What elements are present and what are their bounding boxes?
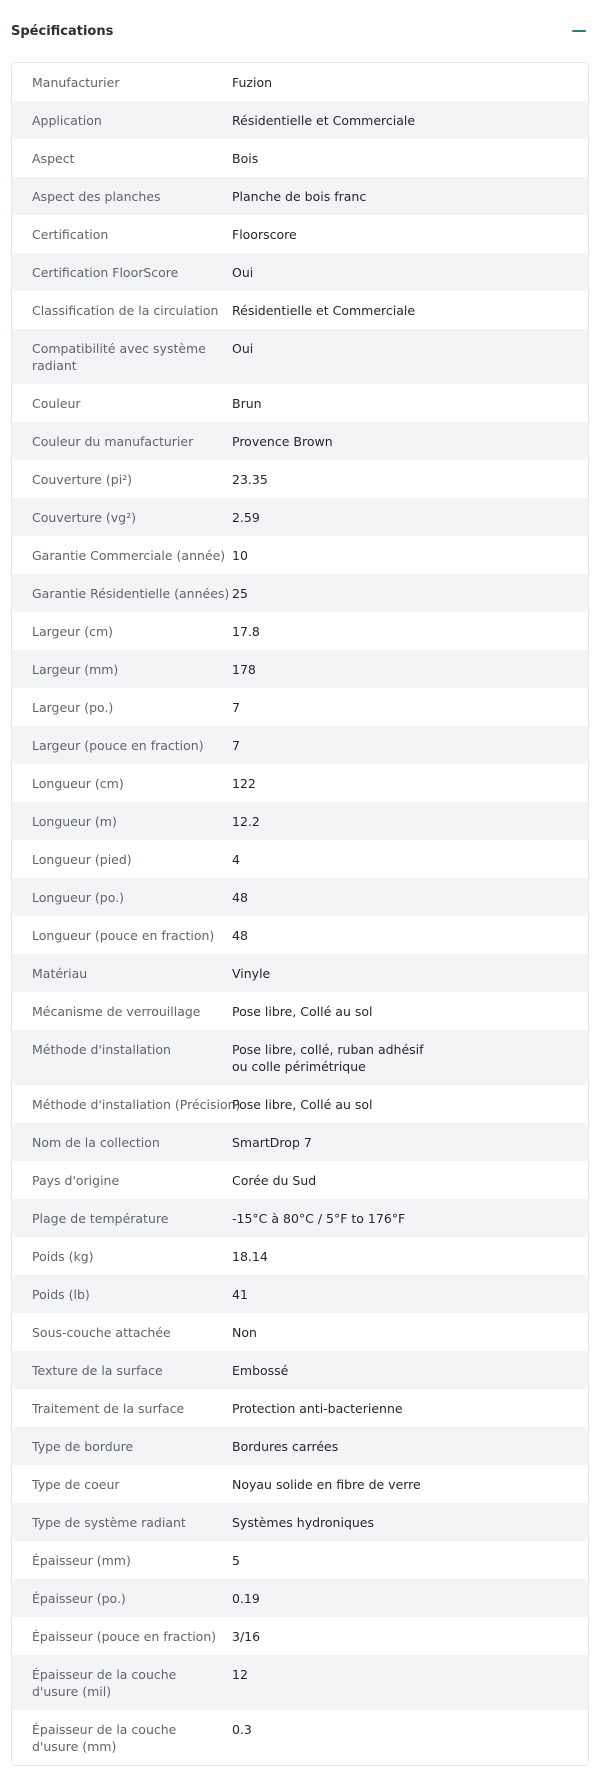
spec-value: Provence Brown	[232, 434, 333, 449]
spec-label: Méthode d'installation	[32, 1042, 171, 1057]
spec-value: Planche de bois franc	[232, 189, 367, 204]
spec-label: Aspect	[32, 151, 75, 166]
spec-row	[12, 384, 588, 422]
spec-label: Type de système radiant	[32, 1515, 186, 1530]
spec-row	[12, 498, 588, 536]
spec-value: Bois	[232, 151, 259, 166]
spec-row	[12, 916, 588, 954]
spec-value: Protection anti-bacterienne	[232, 1401, 403, 1416]
spec-label: Épaisseur (mm)	[32, 1553, 131, 1568]
spec-value: 18.14	[232, 1249, 268, 1264]
spec-row	[12, 1085, 588, 1123]
spec-value: 122	[232, 776, 256, 791]
spec-row	[12, 1161, 588, 1199]
spec-label: Classification de la circulation	[32, 303, 219, 318]
spec-value: SmartDrop 7	[232, 1135, 312, 1150]
specifications-header[interactable]	[0, 0, 600, 62]
spec-label: Largeur (pouce en fraction)	[32, 738, 204, 753]
spec-label: Aspect des planches	[32, 189, 161, 204]
spec-label: Couverture (pi²)	[32, 472, 133, 487]
spec-value: Résidentielle et Commerciale	[232, 113, 416, 128]
spec-row	[12, 1617, 588, 1655]
spec-row	[12, 574, 588, 612]
spec-value: 3/16	[232, 1629, 261, 1644]
spec-value: Noyau solide en fibre de verre	[232, 1477, 421, 1492]
spec-value: 0.3	[232, 1722, 252, 1737]
spec-value: Brun	[232, 396, 262, 411]
spec-row	[12, 612, 588, 650]
spec-row	[12, 1351, 588, 1389]
spec-label: Matériau	[32, 966, 88, 981]
spec-label: Compatibilité avec système radiant	[32, 341, 206, 373]
spec-value: 2.59	[232, 510, 260, 525]
spec-row	[12, 536, 588, 574]
spec-value: Corée du Sud	[232, 1173, 317, 1188]
spec-label: Garantie Résidentielle (années)	[32, 586, 230, 601]
spec-row	[12, 1389, 588, 1427]
spec-value: -15°C à 80°C / 5°F to 176°F	[232, 1211, 406, 1226]
spec-row	[12, 1123, 588, 1161]
spec-row	[12, 1313, 588, 1351]
spec-row	[12, 460, 588, 498]
spec-label: Garantie Commerciale (année)	[32, 548, 226, 563]
spec-label: Longueur (po.)	[32, 890, 124, 905]
spec-row	[12, 802, 588, 840]
spec-value: 48	[232, 890, 248, 905]
spec-value: 17.8	[232, 624, 260, 639]
spec-label: Poids (kg)	[32, 1249, 94, 1264]
spec-label: Couleur du manufacturier	[32, 434, 194, 449]
spec-label: Plage de température	[32, 1211, 169, 1226]
spec-value: Pose libre, Collé au sol	[232, 1097, 373, 1112]
spec-row	[12, 1275, 588, 1313]
spec-value: 23.35	[232, 472, 268, 487]
spec-label: Couleur	[32, 396, 81, 411]
spec-label: Largeur (po.)	[32, 700, 114, 715]
spec-label: Sous-couche attachée	[32, 1325, 171, 1340]
spec-row	[12, 688, 588, 726]
spec-row	[12, 139, 588, 177]
spec-label: Manufacturier	[32, 75, 120, 90]
spec-label: Traitement de la surface	[32, 1401, 185, 1416]
specifications-table	[11, 62, 589, 1766]
spec-label: Épaisseur de la couche d'usure (mil)	[32, 1667, 177, 1699]
spec-value: Vinyle	[232, 966, 271, 981]
spec-value: Fuzion	[232, 75, 273, 90]
spec-row	[12, 954, 588, 992]
spec-value: 12.2	[232, 814, 260, 829]
spec-row	[12, 1710, 588, 1765]
spec-value: Bordures carrées	[232, 1439, 339, 1454]
spec-value: 48	[232, 928, 248, 943]
spec-label: Application	[32, 113, 102, 128]
spec-value: 7	[232, 738, 240, 753]
spec-row	[12, 422, 588, 460]
spec-label: Texture de la surface	[32, 1363, 163, 1378]
spec-label: Épaisseur (po.)	[32, 1591, 126, 1606]
spec-label: Largeur (cm)	[32, 624, 114, 639]
spec-row	[12, 992, 588, 1030]
spec-value: Non	[232, 1325, 257, 1340]
spec-label: Certification FloorScore	[32, 265, 179, 280]
spec-label: Épaisseur (pouce en fraction)	[32, 1629, 217, 1644]
spec-row	[12, 1465, 588, 1503]
spec-label: Longueur (m)	[32, 814, 117, 829]
spec-label: Type de bordure	[32, 1439, 134, 1454]
spec-value: 178	[232, 662, 256, 677]
spec-label: Couverture (vg²)	[32, 510, 136, 525]
spec-value: Résidentielle et Commerciale	[232, 303, 416, 318]
spec-row	[12, 63, 588, 101]
spec-label: Poids (lb)	[32, 1287, 90, 1302]
spec-row	[12, 878, 588, 916]
spec-label: Longueur (pouce en fraction)	[32, 928, 215, 943]
spec-row	[12, 726, 588, 764]
spec-row	[12, 101, 588, 139]
spec-row	[12, 1427, 588, 1465]
spec-value: Pose libre, Collé au sol	[232, 1004, 373, 1019]
spec-value: Pose libre, collé, ruban adhésif ou colle périmétrique	[232, 1042, 424, 1074]
collapse-minus-icon[interactable]	[572, 30, 586, 32]
spec-row	[12, 1579, 588, 1617]
spec-row	[12, 1503, 588, 1541]
spec-label: Type de coeur	[32, 1477, 120, 1492]
spec-value: 4	[232, 852, 240, 867]
spec-value: 7	[232, 700, 240, 715]
spec-row	[12, 650, 588, 688]
spec-value: Floorscore	[232, 227, 297, 242]
spec-row	[12, 253, 588, 291]
spec-label: Longueur (cm)	[32, 776, 124, 791]
spec-value: Embossé	[232, 1363, 289, 1378]
spec-value: Oui	[232, 341, 254, 356]
section-title: Spécifications	[11, 23, 114, 39]
spec-row	[12, 840, 588, 878]
spec-label: Longueur (pied)	[32, 852, 132, 867]
spec-row	[12, 1655, 588, 1710]
spec-value: 5	[232, 1553, 240, 1568]
spec-row	[12, 1237, 588, 1275]
spec-label: Méthode d'installation (Précision)	[32, 1097, 241, 1112]
spec-row	[12, 764, 588, 802]
spec-label: Certification	[32, 227, 109, 242]
spec-value: 10	[232, 548, 248, 563]
spec-value: 0.19	[232, 1591, 260, 1606]
spec-row	[12, 291, 588, 329]
spec-label: Épaisseur de la couche d'usure (mm)	[32, 1722, 177, 1754]
spec-row	[12, 329, 588, 384]
spec-row	[12, 1199, 588, 1237]
spec-value: 41	[232, 1287, 248, 1302]
spec-row	[12, 215, 588, 253]
spec-value: 25	[232, 586, 248, 601]
spec-row	[12, 1541, 588, 1579]
spec-label: Nom de la collection	[32, 1135, 160, 1150]
spec-value: 12	[232, 1667, 248, 1682]
spec-row	[12, 177, 588, 215]
spec-value: Systèmes hydroniques	[232, 1515, 375, 1530]
spec-row	[12, 1030, 588, 1085]
spec-label: Pays d'origine	[32, 1173, 120, 1188]
spec-label: Largeur (mm)	[32, 662, 119, 677]
spec-label: Mécanisme de verrouillage	[32, 1004, 201, 1019]
spec-value: Oui	[232, 265, 254, 280]
